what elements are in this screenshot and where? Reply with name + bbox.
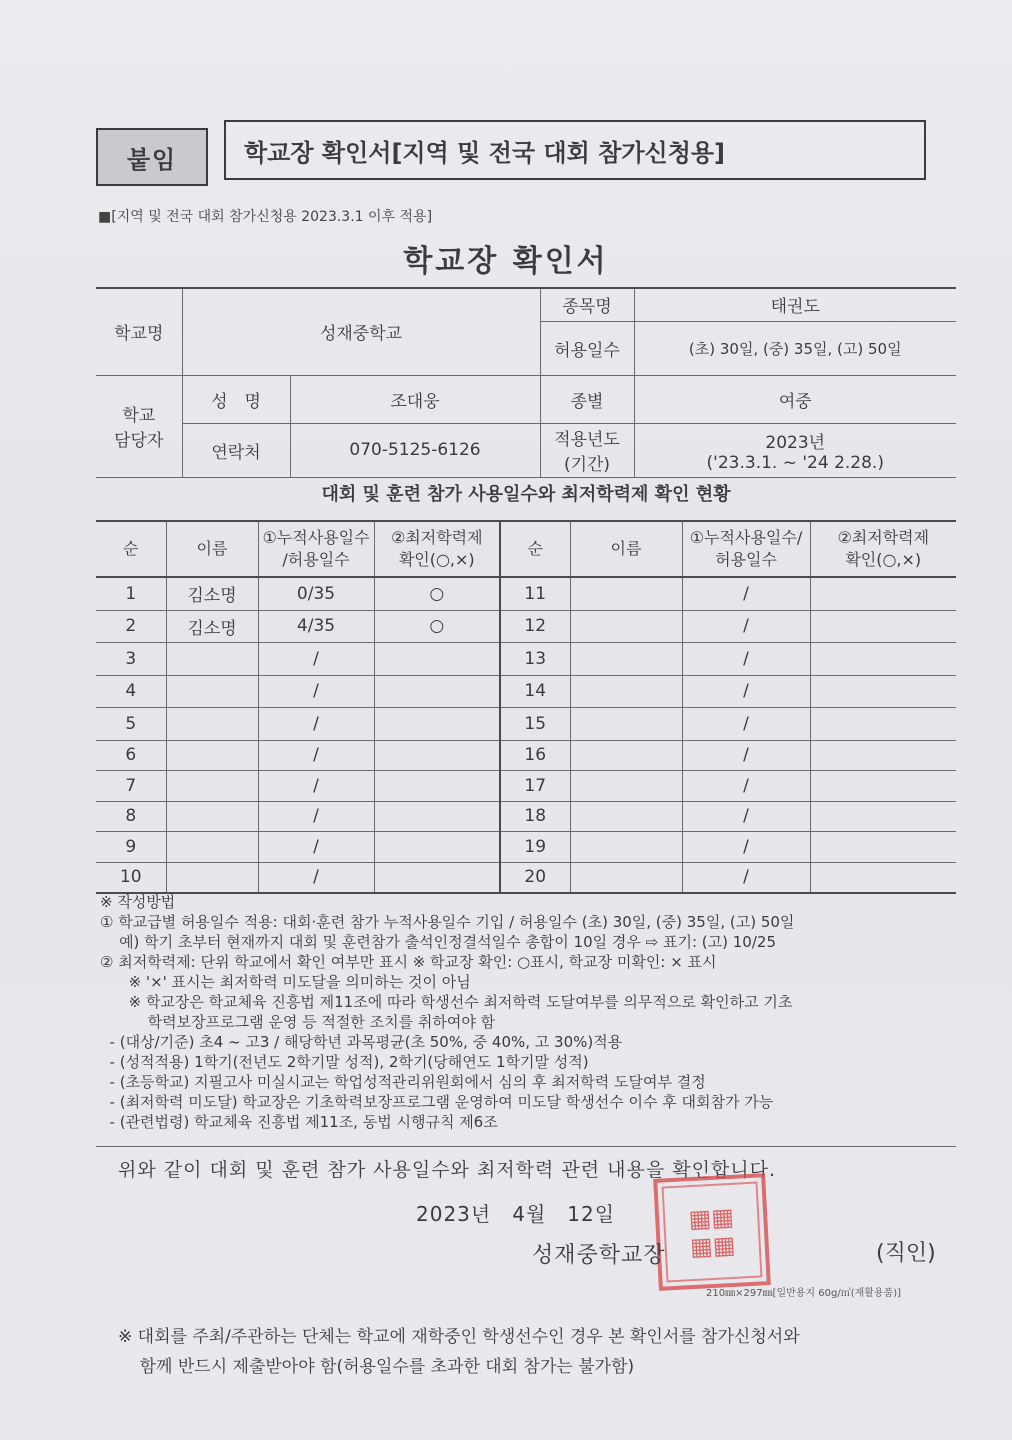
row-number: 4 xyxy=(96,675,166,707)
row-name: 김소명 xyxy=(166,610,258,642)
row-days: / xyxy=(682,675,810,707)
row-name xyxy=(570,707,682,740)
instruction-line: ② 최저학력제: 단위 학교에서 확인 여부만 표시 ※ 학교장 확인: ○표시, 학교장 미확인: × 표시 xyxy=(100,953,717,971)
row-name xyxy=(570,862,682,893)
row-number: 15 xyxy=(500,707,570,740)
row-check xyxy=(810,610,956,642)
row-name xyxy=(570,675,682,707)
table-row xyxy=(96,675,956,707)
row-check xyxy=(374,801,500,831)
submission-note xyxy=(118,1322,800,1382)
table-row xyxy=(96,707,956,740)
row-days: / xyxy=(258,862,374,893)
instruction-line: ※ '×' 표시는 최저학력 미도달을 의미하는 것이 아님 xyxy=(100,973,471,991)
row-number: 13 xyxy=(500,642,570,675)
row-number: 19 xyxy=(500,831,570,862)
row-days: / xyxy=(682,740,810,770)
instruction-line: - (대상/기준) 초4 ~ 고3 / 해당학년 과목평균(초 50%, 중 40%, 고 30%)적용 xyxy=(100,1033,623,1051)
row-number: 11 xyxy=(500,577,570,610)
row-check xyxy=(374,770,500,801)
header-days-right-line-1: ①누적사용일수/ xyxy=(689,528,803,547)
row-check xyxy=(374,740,500,770)
manager-label-line-1: 학교 xyxy=(122,406,156,426)
row-number: 7 xyxy=(96,770,166,801)
row-days: 4/35 xyxy=(258,610,374,642)
signature-date: 2023년 4월 12일 xyxy=(416,1202,616,1226)
table-row xyxy=(96,801,956,831)
row-days: / xyxy=(258,740,374,770)
header-no-right: 순 xyxy=(500,521,570,577)
year-label-line-1: 적용년도 xyxy=(554,430,620,450)
row-name xyxy=(570,770,682,801)
year-label xyxy=(540,423,634,477)
row-check: ○ xyxy=(374,610,500,642)
submission-note-line-2: 함께 반드시 제출받아야 함(허용일수를 초과한 대회 참가는 불가함) xyxy=(118,1357,635,1377)
row-check xyxy=(374,707,500,740)
header-check-right-line-2: 확인(○,×) xyxy=(845,550,922,569)
row-check xyxy=(810,707,956,740)
submission-note-line-1: ※ 대회를 주최/주관하는 단체는 학교에 재학중인 학생선수인 경우 본 확인서를 참가신청서와 xyxy=(118,1327,800,1347)
allowed-days-value: (초) 30일, (중) 35일, (고) 50일 xyxy=(634,321,956,375)
name-label: 성 명 xyxy=(182,375,290,423)
table-row xyxy=(96,831,956,862)
row-name: 김소명 xyxy=(166,577,258,610)
row-name xyxy=(166,642,258,675)
table-row xyxy=(96,610,956,642)
row-name xyxy=(570,577,682,610)
instruction-line: ※ 작성방법 xyxy=(100,893,176,911)
row-days: / xyxy=(682,577,810,610)
row-days: / xyxy=(682,862,810,893)
divider xyxy=(96,1146,956,1147)
header-days-right-line-2: 허용일수 xyxy=(715,550,777,569)
instruction-line: 학력보장프로그램 운영 등 적절한 조치를 취하여야 함 xyxy=(100,1013,496,1031)
header-days xyxy=(258,521,374,577)
row-name xyxy=(166,740,258,770)
table-row xyxy=(96,642,956,675)
row-days: / xyxy=(682,642,810,675)
row-number: 6 xyxy=(96,740,166,770)
header-check-line-1: ②최저학력제 xyxy=(390,528,483,547)
page-title: 학교장 확인서 xyxy=(403,244,609,279)
header-check-line-2: 확인(○,×) xyxy=(398,550,475,569)
official-seal-inner: ▦▦ ▦▦ xyxy=(662,1182,763,1283)
row-number: 2 xyxy=(96,610,166,642)
header-name-right: 이름 xyxy=(570,521,682,577)
row-name xyxy=(570,642,682,675)
table-row xyxy=(96,862,956,893)
manager-label xyxy=(96,375,182,477)
row-check xyxy=(810,831,956,862)
row-days: / xyxy=(258,675,374,707)
confirmation-statement: 위와 같이 대회 및 훈련 참가 사용일수와 최저학력 관련 내용을 확인합니다. xyxy=(118,1159,777,1181)
instruction-line: - (초등학교) 지필고사 미실시교는 학업성적관리위원회에서 심의 후 최저학력 도달여부 결정 xyxy=(100,1073,706,1091)
header-check xyxy=(374,521,500,577)
instructions xyxy=(100,892,960,1132)
row-number: 20 xyxy=(500,862,570,893)
attachment-tag: 붙임 xyxy=(96,128,208,186)
row-name xyxy=(166,801,258,831)
year-value xyxy=(634,423,956,477)
year-label-line-2: (기간) xyxy=(563,455,611,475)
row-check xyxy=(374,831,500,862)
table-row xyxy=(96,740,956,770)
row-number: 5 xyxy=(96,707,166,740)
row-number: 17 xyxy=(500,770,570,801)
row-name xyxy=(166,675,258,707)
header-no: 순 xyxy=(96,521,166,577)
row-check xyxy=(810,740,956,770)
row-name xyxy=(166,831,258,862)
year-text: 2023년 xyxy=(765,432,826,453)
row-days: / xyxy=(258,642,374,675)
row-name xyxy=(570,831,682,862)
contact-value: 070-5125-6126 xyxy=(290,423,540,477)
row-days: / xyxy=(258,801,374,831)
row-check xyxy=(810,862,956,893)
row-check xyxy=(810,770,956,801)
row-check xyxy=(810,801,956,831)
row-check xyxy=(374,862,500,893)
category-label: 종별 xyxy=(540,375,634,423)
official-seal xyxy=(653,1173,771,1291)
instruction-line: - (성적적용) 1학기(전년도 2학기말 성적), 2학기(당해연도 1학기말 성적) xyxy=(100,1053,589,1071)
category-value: 여중 xyxy=(634,375,956,423)
table-row xyxy=(96,577,956,610)
header-check-right xyxy=(810,521,956,577)
instruction-line: - (최저학력 미도달) 학교장은 기초학력보장프로그램 운영하여 미도달 학생선수 이수 후 대회참가 가능 xyxy=(100,1093,774,1111)
school-info-table xyxy=(96,287,956,478)
row-name xyxy=(166,707,258,740)
row-number: 10 xyxy=(96,862,166,893)
allowed-days-label: 허용일수 xyxy=(540,321,634,375)
row-number: 3 xyxy=(96,642,166,675)
row-days: / xyxy=(682,831,810,862)
header-days-right xyxy=(682,521,810,577)
contact-label: 연락처 xyxy=(182,423,290,477)
row-check xyxy=(810,577,956,610)
row-days: / xyxy=(258,707,374,740)
manager-label-line-2: 담당자 xyxy=(114,431,164,451)
header-name: 이름 xyxy=(166,521,258,577)
applicability-note: ■[지역 및 전국 대회 참가신청용 2023.3.1 이후 적용] xyxy=(98,209,433,225)
sport-label: 종목명 xyxy=(540,288,634,321)
row-days: / xyxy=(258,831,374,862)
row-check xyxy=(374,675,500,707)
school-label: 학교명 xyxy=(96,288,182,375)
row-number: 9 xyxy=(96,831,166,862)
row-days: / xyxy=(682,707,810,740)
row-days: / xyxy=(682,770,810,801)
row-number: 16 xyxy=(500,740,570,770)
instruction-line: ※ 학교장은 학교체육 진흥법 제11조에 따라 학생선수 최저학력 도달여부를 의무적으로 확인하고 기초 xyxy=(100,993,793,1011)
seal-label: (직인) xyxy=(876,1241,936,1266)
header-days-line-2: /허용일수 xyxy=(282,550,350,569)
row-days: / xyxy=(682,610,810,642)
table-row xyxy=(96,770,956,801)
row-name xyxy=(166,862,258,893)
row-check xyxy=(810,642,956,675)
row-check: ○ xyxy=(374,577,500,610)
header-check-right-line-1: ②최저학력제 xyxy=(837,528,930,547)
row-days: 0/35 xyxy=(258,577,374,610)
row-check xyxy=(810,675,956,707)
paper-spec: 210㎜×297㎜[일반용지 60g/㎡(재활용품)] xyxy=(706,1288,902,1299)
row-days: / xyxy=(682,801,810,831)
row-days: / xyxy=(258,770,374,801)
row-number: 8 xyxy=(96,801,166,831)
instruction-line: - (관련법령) 학교체육 진흥법 제11조, 동법 시행규칙 제6조 xyxy=(100,1113,498,1131)
usage-table xyxy=(96,520,956,894)
row-number: 12 xyxy=(500,610,570,642)
school-name: 성재중학교 xyxy=(182,288,540,375)
sport-value: 태권도 xyxy=(634,288,956,321)
document-heading: 학교장 확인서[지역 및 전국 대회 참가신청용] xyxy=(224,120,926,180)
instruction-line: 예) 학기 초부터 현재까지 대회 및 훈련참가 출석인정결석일수 총합이 10일 경우 ⇨ 표기: (고) 10/25 xyxy=(100,933,776,951)
row-check xyxy=(374,642,500,675)
period-text: ('23.3.1. ~ '24 2.28.) xyxy=(706,452,884,473)
row-name xyxy=(570,740,682,770)
row-name xyxy=(570,801,682,831)
row-name xyxy=(166,770,258,801)
row-name xyxy=(570,610,682,642)
manager-name: 조대웅 xyxy=(290,375,540,423)
row-number: 14 xyxy=(500,675,570,707)
principal-title: 성재중학교장 xyxy=(532,1243,666,1268)
row-number: 18 xyxy=(500,801,570,831)
row-number: 1 xyxy=(96,577,166,610)
instruction-line: ① 학교급별 허용일수 적용: 대회·훈련 참가 누적사용일수 기입 / 허용일수 (초) 30일, (중) 35일, (고) 50일 xyxy=(100,913,795,931)
section-title: 대회 및 훈련 참가 사용일수와 최저학력제 확인 현황 xyxy=(321,484,731,505)
header-days-line-1: ①누적사용일수 xyxy=(262,528,370,547)
